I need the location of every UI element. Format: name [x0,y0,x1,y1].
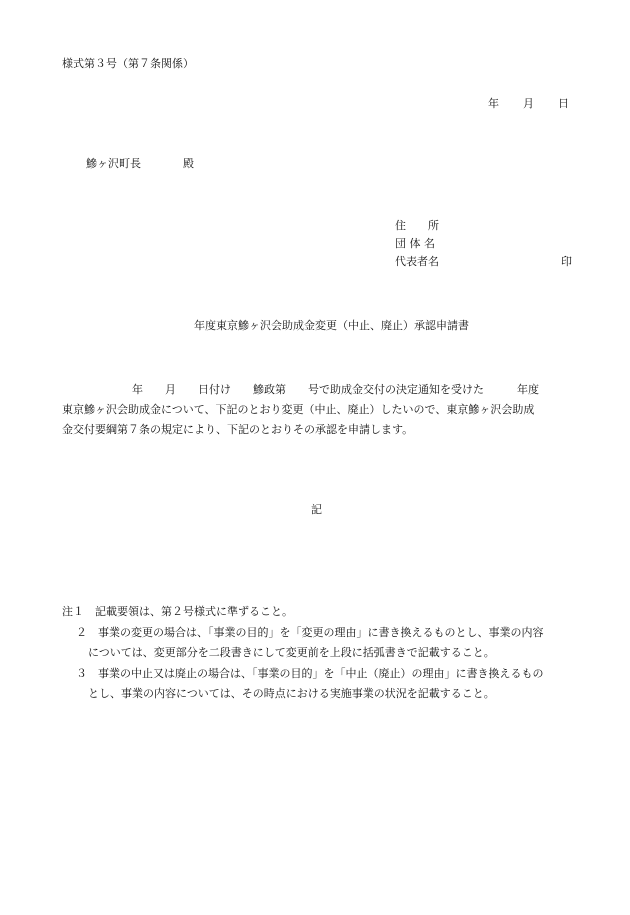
body-line: 金交付要綱第７条の規定により、下記のとおりその承認を申請します。 [62,423,414,436]
group-name-label: 団 体 名 [395,237,435,250]
representative-label: 代表者名 [395,255,439,268]
record-mark: 記 [311,503,322,516]
date-line [488,98,569,109]
notes-section [62,602,582,705]
note-line: 注１ 記載要領は、第２号様式に準ずること。 [62,605,293,618]
note-line: ２ 事業の変更の場合は、「事業の目的」を「変更の理由」に書き換えるものとし、事業の内容 [76,625,544,639]
address-label: 住 所 [395,219,439,232]
applicant-block [395,219,572,274]
note-line: ３ 事業の中止又は廃止の場合は、「事業の目的」を「中止（廃止）の理由」に書き換えるもの [76,666,544,680]
date-year: 年 [488,97,499,110]
seal-mark: 印 [561,255,572,268]
note-line: については、変更部分を二段書きにして変更前を上段に括弧書きで記載すること。 [88,646,495,659]
date-month: 月 [523,97,534,110]
body-line: 年 月 日付け 鰺政第 号で助成金交付の決定通知を受けた 年度 [132,383,539,396]
form-number: 様式第３号（第７条関係） [62,57,194,70]
note-line: とし、事業の内容については、その時点における実施事業の状況を記載すること。 [88,687,495,700]
body-paragraph [62,380,575,440]
recipient [86,158,194,169]
recipient-name: 鰺ヶ沢町長 [86,157,141,170]
date-day: 日 [558,97,569,110]
recipient-honorific: 殿 [183,157,194,170]
representative-row [395,255,572,274]
body-line: 東京鰺ヶ沢会助成金について、下記のとおり変更（中止、廃止）したいので、東京鰺ヶ沢会助成 [62,403,535,416]
document-title: 年度東京鰺ヶ沢会助成金変更（中止、廃止）承認申請書 [194,319,469,332]
